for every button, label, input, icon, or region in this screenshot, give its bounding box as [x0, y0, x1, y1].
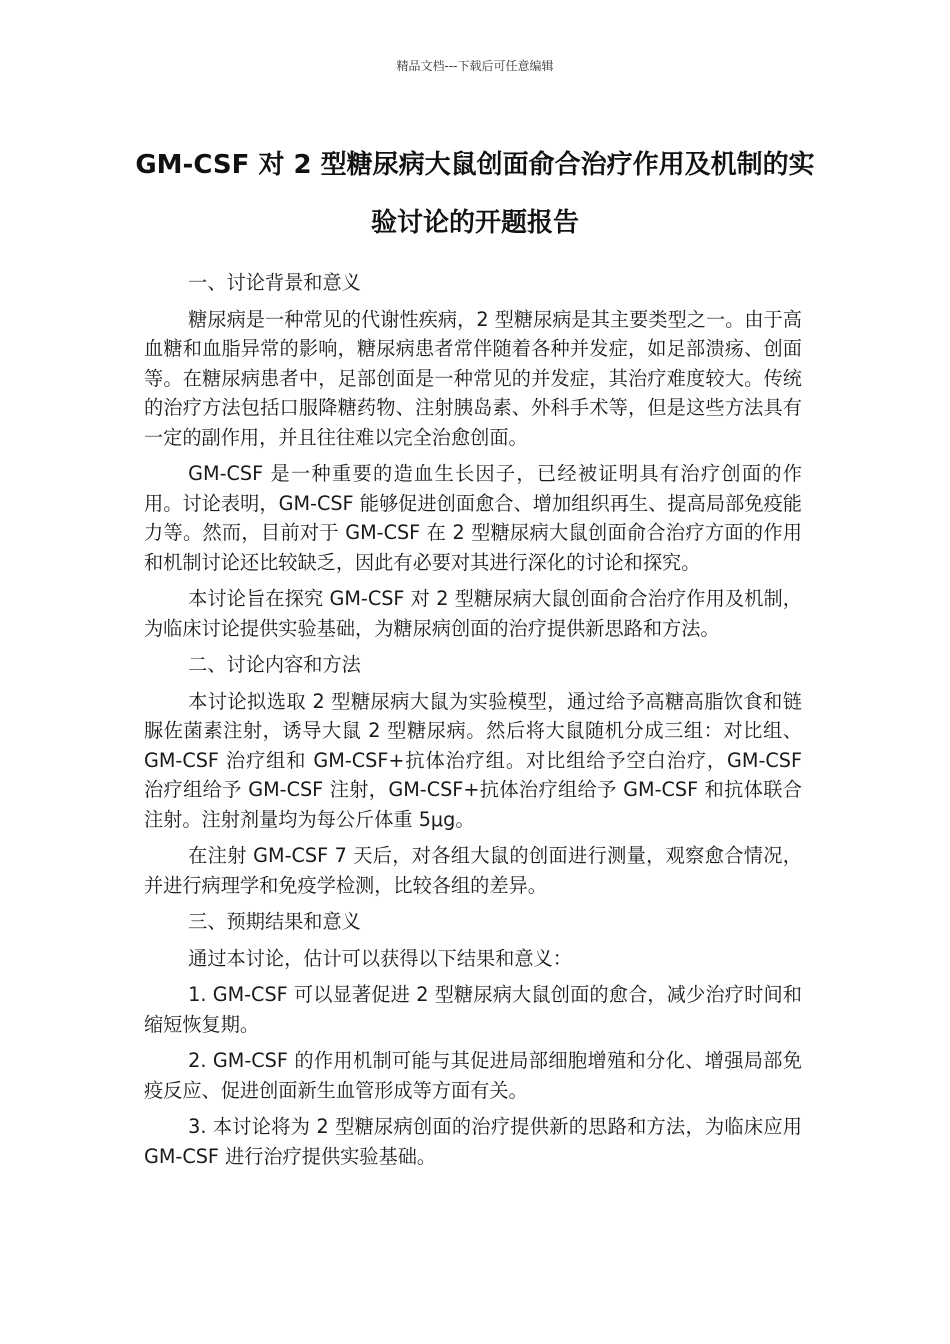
paragraph: 通过本讨论，估计可以获得以下结果和意义： — [188, 946, 572, 970]
header-note: 精品文档---下载后可任意编辑 — [396, 59, 554, 73]
paragraph: 在注射 GM-CSF 7 天后，对各组大鼠的创面进行测量，观察愈合情况，并进行病理学和免疫学检测，比较各组的差异。 — [144, 844, 802, 897]
section-heading-background: 一、讨论背景和意义 — [188, 271, 361, 294]
paragraph: 糖尿病是一种常见的代谢性疾病，2 型糖尿病是其主要类型之一。由于高血糖和血脂异常的影响，糖尿病患者常伴随着各种并发症，如足部溃疡、创面等。在糖尿病患者中，足部创面是一种常见的并发症，其治疗难度较大。传统的治疗方法包括口服降糖药物、注射胰岛素、外科手术等，但是这些方法具有一定的副作用，并且往往难以完全治愈创面。 — [144, 307, 802, 449]
list-item: 2. GM-CSF 的作用机制可能与其促进局部细胞增殖和分化、增强局部免疫反应、促进创面新生血管形成等方面有关。 — [144, 1049, 802, 1102]
paragraph: GM-CSF 是一种重要的造血生长因子，已经被证明具有治疗创面的作用。讨论表明，GM-CSF 能够促进创面愈合、增加组织再生、提高局部免疫能力等。然而，目前对于 GM-CSF 在 2 型糖尿病大鼠创面俞合治疗方面的作用和机制讨论还比较缺乏，因此有必要对其进行深化的讨论和探究。 — [144, 462, 802, 574]
paragraph: 本讨论旨在探究 GM-CSF 对 2 型糖尿病大鼠创面俞合治疗作用及机制，为临床讨论提供实验基础，为糖尿病创面的治疗提供新思路和方法。 — [144, 587, 802, 640]
list-item: 1. GM-CSF 可以显著促进 2 型糖尿病大鼠创面的愈合，减少治疗时间和缩短恢复期。 — [144, 983, 802, 1036]
section-heading-methods: 二、讨论内容和方法 — [188, 653, 361, 676]
list-item: 3. 本讨论将为 2 型糖尿病创面的治疗提供新的思路和方法，为临床应用 GM-CSF 进行治疗提供实验基础。 — [144, 1115, 802, 1168]
section-heading-expected-results: 三、预期结果和意义 — [188, 910, 361, 933]
paragraph: 本讨论拟选取 2 型糖尿病大鼠为实验模型，通过给予高糖高脂饮食和链脲佐菌素注射，诱导大鼠 2 型糖尿病。然后将大鼠随机分成三组：对比组、GM-CSF 治疗组和 GM-CSF+抗体治疗组。对比组给予空白治疗，GM-CSF 治疗组给予 GM-CSF 注射，GM-CSF+抗体治疗组给予 GM-CSF 和抗体联合注射。注射剂量均为每公斤体重 5μg。 — [144, 689, 802, 831]
document-body — [144, 268, 802, 1178]
document-title: GM-CSF 对 2 型糖尿病大鼠创面俞合治疗作用及机制的实验讨论的开题报告 — [135, 150, 815, 238]
